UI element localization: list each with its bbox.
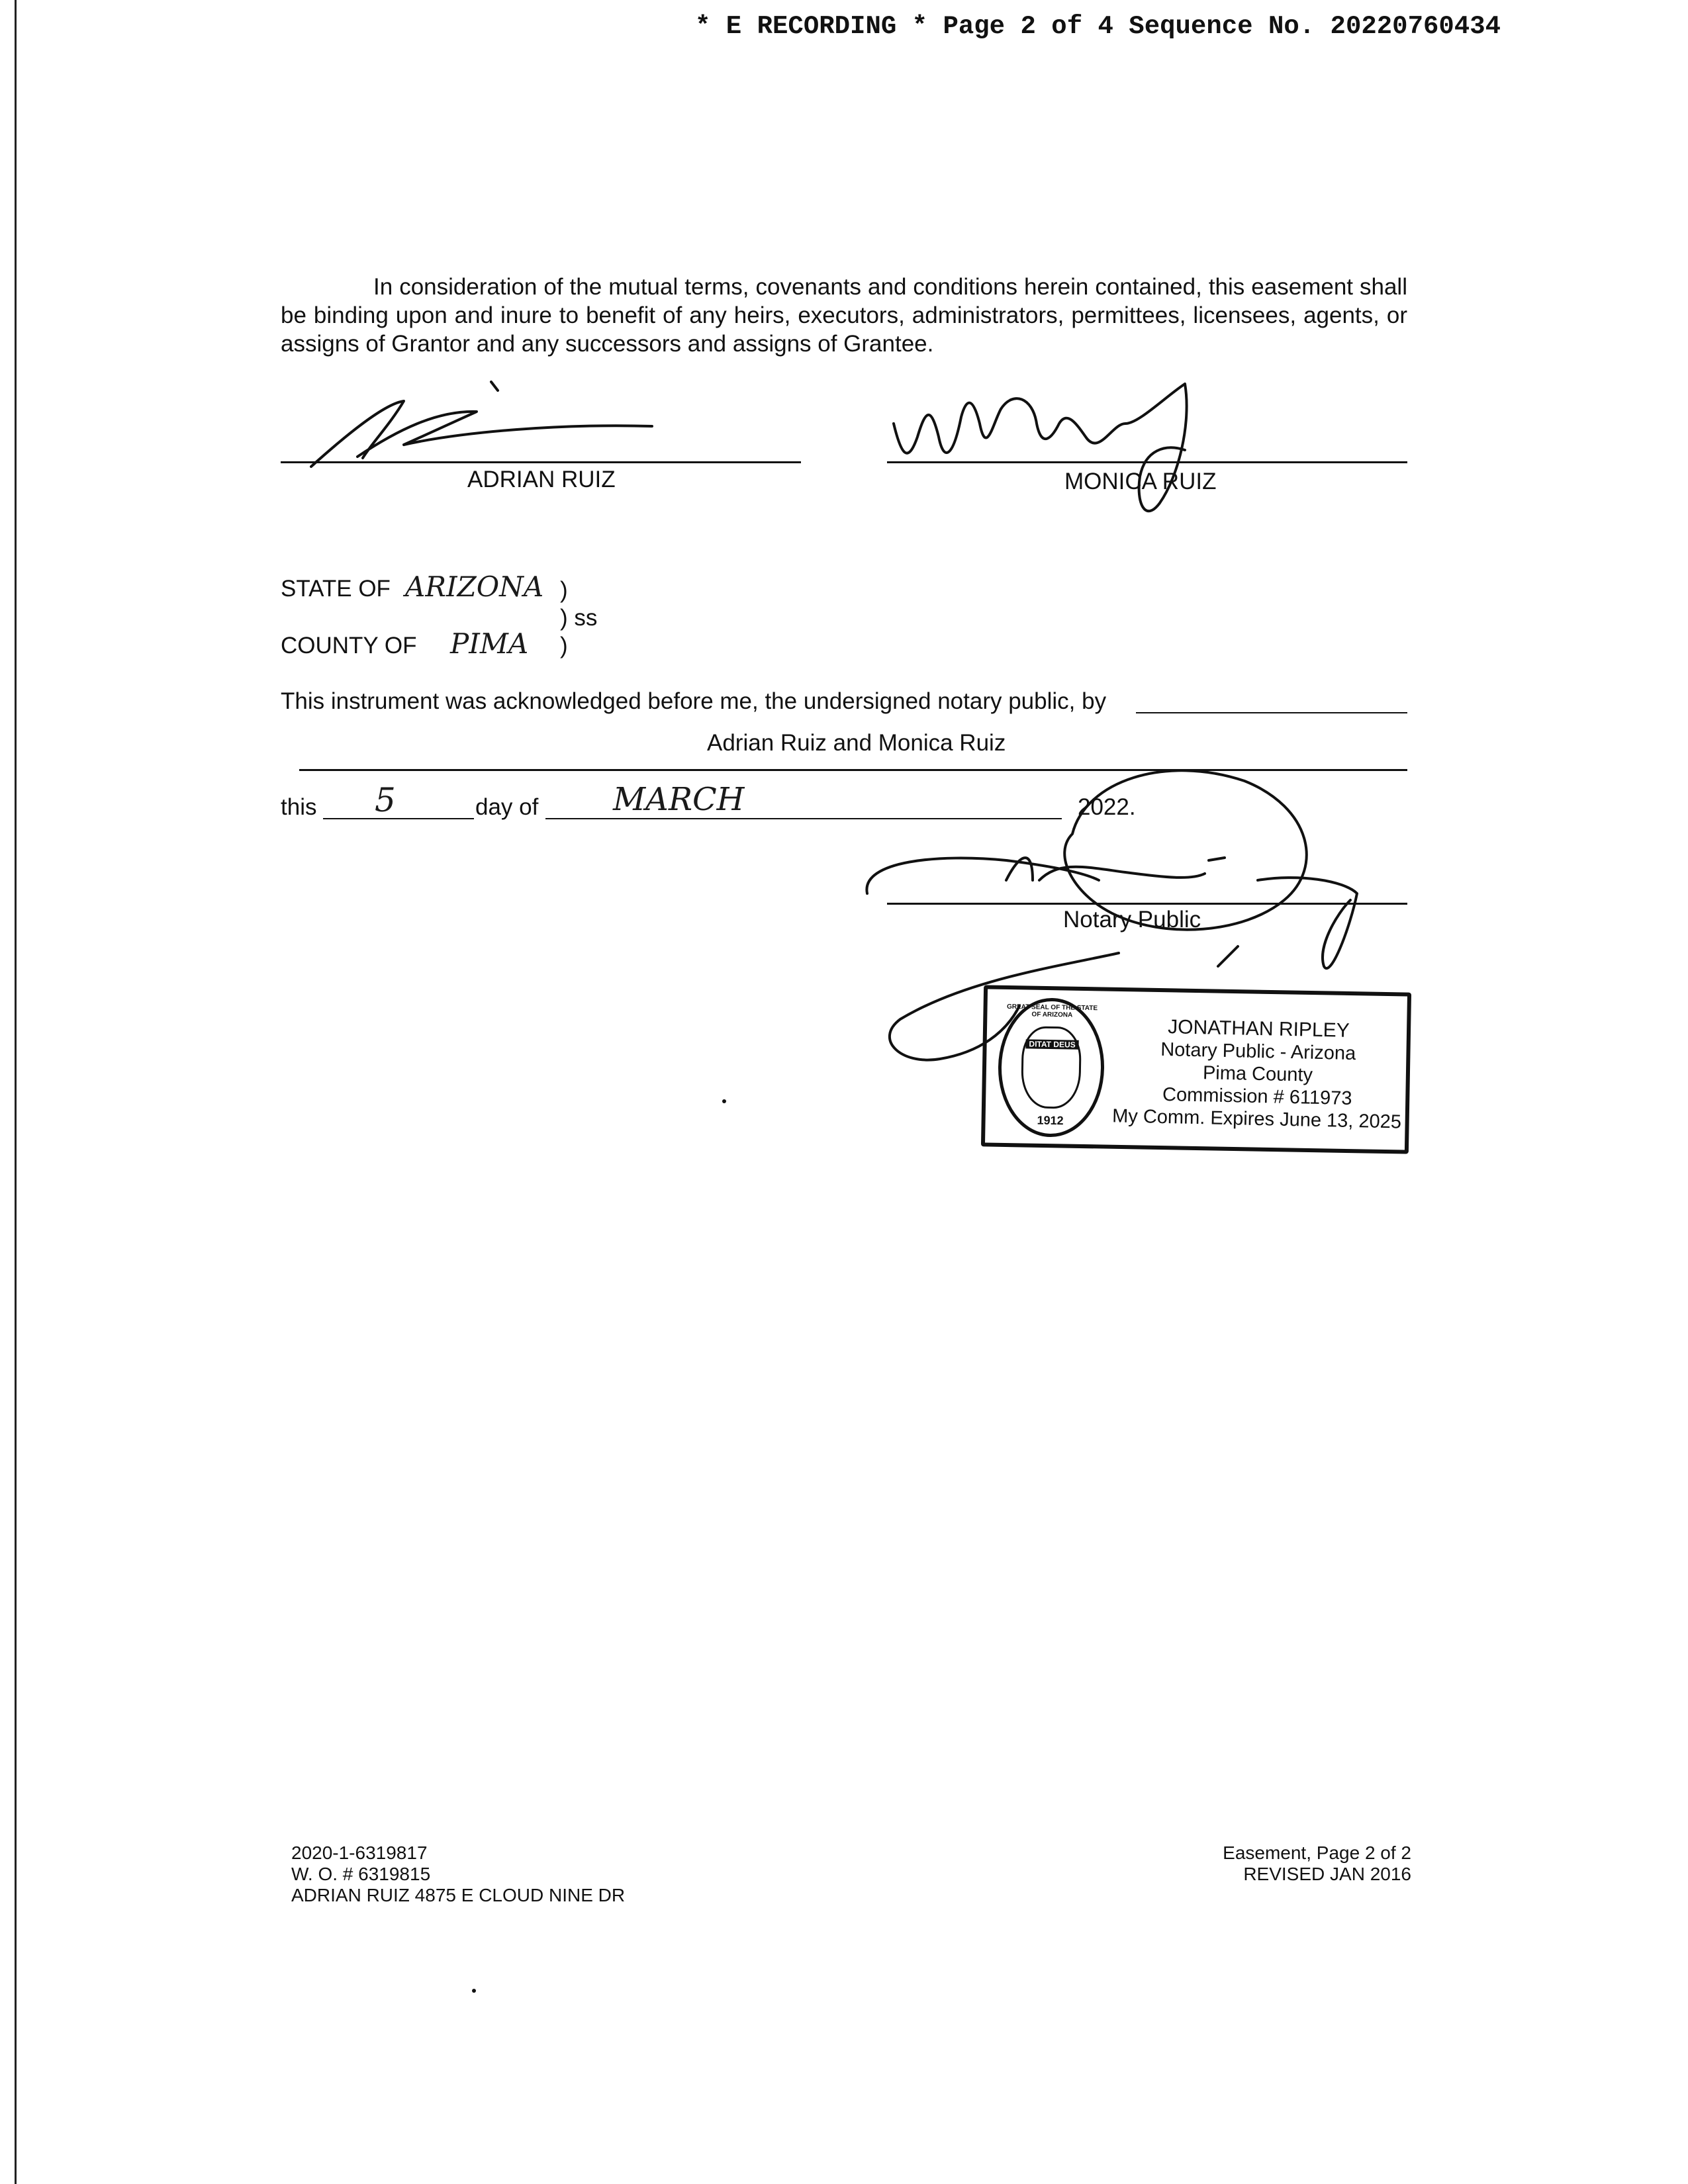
stray-dot-2 xyxy=(472,1989,476,1993)
seal-year: 1912 xyxy=(1037,1113,1064,1128)
footer-doc-number: 2020-1-6319817 xyxy=(291,1843,428,1863)
paren-bottom: ) xyxy=(560,633,568,659)
seal-county: Pima County xyxy=(1202,1062,1313,1086)
stray-dot-1 xyxy=(722,1099,726,1103)
year-text: 2022. xyxy=(1078,794,1136,820)
day-handwritten: 5 xyxy=(375,781,396,819)
seal-commission: Commission # 611973 xyxy=(1162,1083,1352,1109)
footer-address: ADRIAN RUIZ 4875 E CLOUD NINE DR xyxy=(291,1885,626,1905)
notary-tail xyxy=(1209,858,1357,968)
seal-notary-title: Notary Public - Arizona xyxy=(1160,1038,1356,1065)
acknowledgment-text: This instrument was acknowledged before me, the undersigned notary public, by xyxy=(281,688,1107,714)
county-handwritten: PIMA xyxy=(450,627,529,660)
right-signer-name: MONICA RUIZ xyxy=(1064,469,1217,494)
paren-ss: ) ss xyxy=(560,605,598,631)
recording-header: * E RECORDING * Page 2 of 4 Sequence No. 20220760434 xyxy=(695,12,1501,41)
footer-page-label: Easement, Page 2 of 2 xyxy=(1223,1843,1411,1863)
adrian-ruiz-mark xyxy=(491,382,498,390)
notary-signature xyxy=(867,858,1205,1060)
adrian-ruiz-signature xyxy=(311,401,652,467)
monica-ruiz-signature xyxy=(894,384,1187,511)
county-label: COUNTY OF xyxy=(281,633,417,659)
month-handwritten: MARCH xyxy=(613,781,745,818)
seal-motto: DITAT DEUS xyxy=(1025,1039,1078,1049)
seal-ring-text: GREAT SEAL OF THE STATE OF ARIZONA xyxy=(1006,1003,1098,1019)
left-signer-name: ADRIAN RUIZ xyxy=(467,467,616,492)
seal-expiration: My Comm. Expires June 13, 2025 xyxy=(1111,1105,1402,1133)
seal-notary-name: JONATHAN RIPLEY xyxy=(1167,1016,1350,1042)
footer-left xyxy=(291,1843,625,1906)
state-label: STATE OF xyxy=(281,576,391,602)
footer-work-order: W. O. # 6319815 xyxy=(291,1864,431,1884)
footer-revision: REVISED JAN 2016 xyxy=(1243,1864,1411,1884)
paren-top: ) xyxy=(560,577,568,603)
notary-public-label: Notary Public xyxy=(1063,907,1201,933)
day-of-label: day of xyxy=(475,794,539,820)
paragraph-text: In consideration of the mutual terms, covenants and conditions herein contained, this easement shall be binding upon and inure to benefit of any heirs, executors, administrators, permittees, licensees, agents, or assigns of Grantor and any successors and assigns of Grantee. xyxy=(281,274,1407,357)
this-label: this xyxy=(281,794,317,820)
notary-loop-big xyxy=(1064,770,1307,929)
acknowledged-names: Adrian Ruiz and Monica Ruiz xyxy=(707,730,1006,756)
state-handwritten: ARIZONA xyxy=(405,570,544,603)
footer-right xyxy=(1125,1843,1411,1885)
